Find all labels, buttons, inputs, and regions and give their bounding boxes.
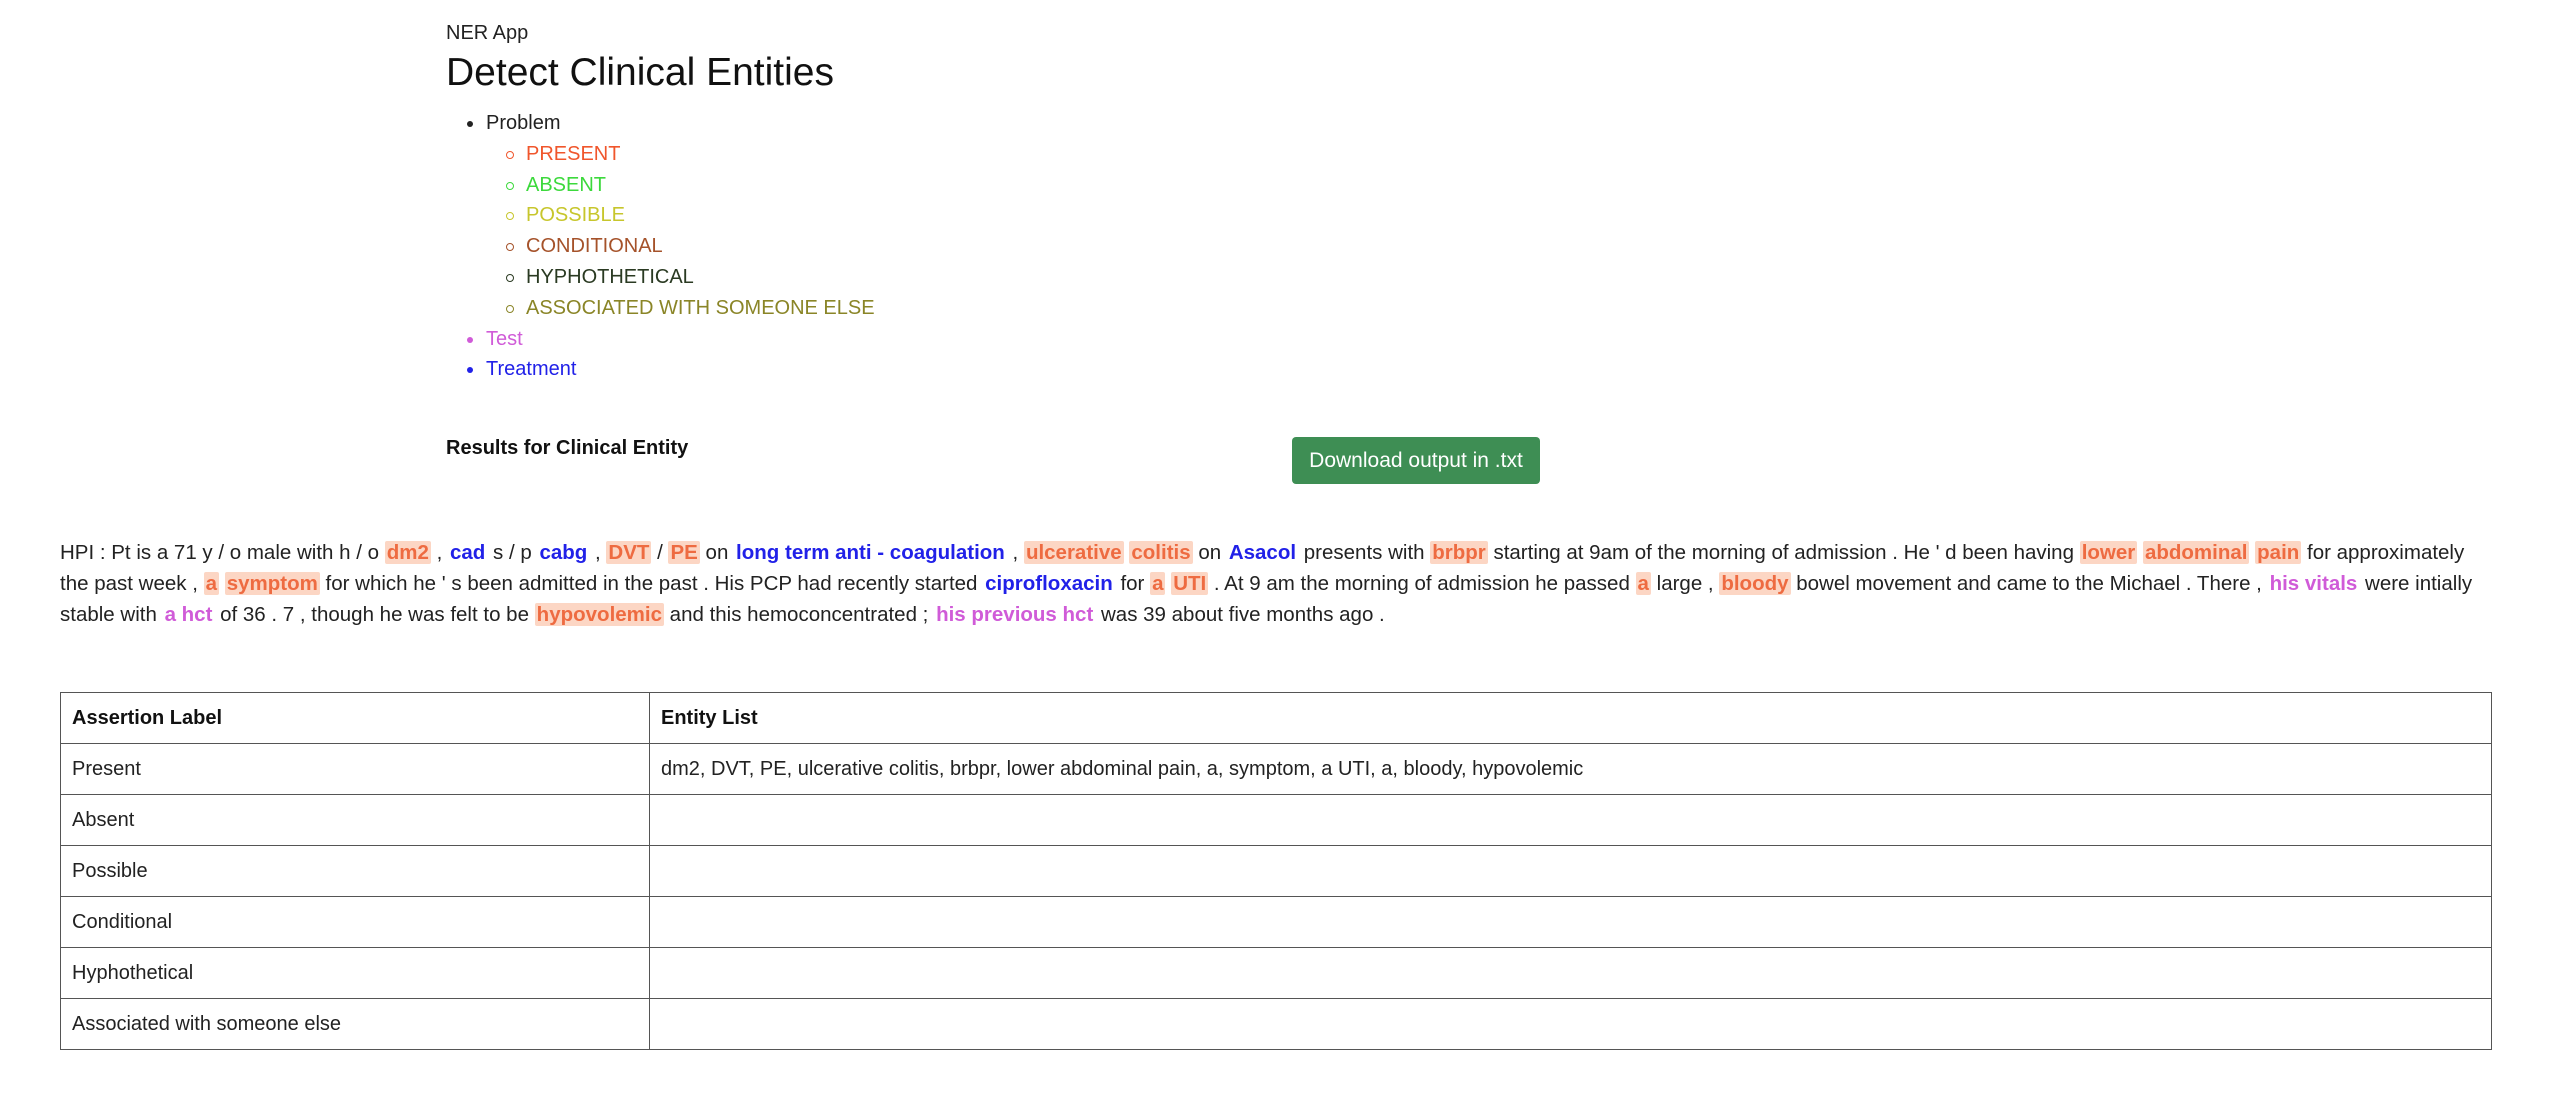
download-output-button[interactable]: Download output in .txt [1292,437,1540,484]
page-title: Detect Clinical Entities [446,51,834,94]
entity-list-cell [650,897,2492,948]
table-header-row [61,693,2492,744]
assertion-label-cell: Hyphothetical [61,948,650,999]
passage-text: , [1006,541,1024,564]
legend-label-absent: ABSENT [526,173,607,196]
entity-treatment: cabg [539,541,588,564]
entity-problem: UTI [1173,572,1207,595]
passage-text: large , [1650,572,1720,595]
legend-item-possible [446,200,875,231]
entity-problem: a [205,572,217,595]
legend-item-conditional [446,231,875,262]
entity-list-cell [650,795,2492,846]
entity-list-cell: dm2, DVT, PE, ulcerative colitis, brbpr, lower abdominal pain, a, symptom, a UTI, a, bloody, hypovolemic [650,744,2492,795]
legend-item-associated [446,293,875,324]
table-row [61,999,2492,1050]
passage-text: and this hemoconcentrated ; [663,603,935,626]
assertion-label-cell: Possible [61,846,650,897]
entity-test: his vitals [2269,572,2358,595]
table-row [61,846,2492,897]
entity-list-cell [650,999,2492,1050]
legend-item-treatment [446,354,875,385]
legend-label-problem: Problem [486,112,561,134]
entity-test: his previous hct [936,603,1094,626]
assertion-label-cell: Present [61,744,650,795]
entity-problem: brbpr [1432,541,1486,564]
legend-item-problem [446,108,875,324]
entity-problem: bloody [1721,572,1789,595]
entity-legend [446,108,875,385]
entity-treatment: cad [449,541,486,564]
entity-problem: PE [670,541,698,564]
passage-text: on [699,541,735,564]
entity-problem: a [1152,572,1164,595]
app-name: NER App [446,22,529,44]
legend-label-hypothetical: HYPHOTHETICAL [526,265,694,288]
legend-item-absent [446,170,875,201]
table-row [61,897,2492,948]
passage-text: presents with [1298,541,1431,564]
passage-text: , [430,541,448,564]
passage-text: of 36 . 7 , though he was felt to be [214,603,535,626]
legend-item-test [446,324,875,355]
table-row [61,744,2492,795]
passage-text: for approximately the past week , [60,541,2465,595]
entity-problem: hypovolemic [536,603,662,626]
column-header-assertion-label: Assertion Label [61,693,650,744]
passage-text: for [1114,572,1151,595]
annotated-passage [60,537,2490,630]
table-row [61,948,2492,999]
legend-label-present: PRESENT [526,142,621,165]
legend-item-present [446,139,875,170]
legend-label-conditional: CONDITIONAL [526,235,663,258]
legend-label-possible: POSSIBLE [526,204,625,227]
passage-text: were intially stable with [60,572,2473,626]
passage-text: on [1192,541,1227,564]
assertion-label-cell: Conditional [61,897,650,948]
passage-text: / [651,541,669,564]
entity-problem: abdominal [2144,541,2248,564]
passage-text: . At 9 am the morning of admission he passed [1208,572,1636,595]
passage-text: for which he ' s been admitted in the past . His PCP had recently started [319,572,984,595]
passage-text [219,572,225,595]
entity-list-cell [650,948,2492,999]
entity-problem: DVT [608,541,650,564]
passage-text: HPI : Pt is a 71 y / o male with h / o [60,541,385,564]
legend-item-hypothetical [446,262,875,293]
passage-text: , [589,541,607,564]
results-heading: Results for Clinical Entity [446,437,689,459]
entity-test: a hct [164,603,213,626]
legend-label-treatment: Treatment [486,358,577,381]
entity-problem: symptom [226,572,318,595]
assertion-label-cell: Associated with someone else [61,999,650,1050]
entity-problem: ulcerative [1025,541,1122,564]
entity-problem: dm2 [386,541,429,564]
legend-label-test: Test [486,327,523,350]
entity-problem: colitis [1131,541,1191,564]
assertion-table [60,692,2492,1050]
page-header [446,18,1546,96]
legend-label-associated: ASSOCIATED WITH SOMEONE ELSE [526,296,875,319]
entity-problem: a [1637,572,1649,595]
entity-problem: lower [2081,541,2136,564]
entity-treatment: Asacol [1228,541,1297,564]
passage-text: s / p [487,541,538,564]
table-row [61,795,2492,846]
entity-problem: pain [2257,541,2300,564]
passage-text: bowel movement and came to the Michael . There , [1790,572,2268,595]
column-header-entity-list: Entity List [650,693,2492,744]
assertion-label-cell: Absent [61,795,650,846]
entity-treatment: long term anti - coagulation [736,541,1005,564]
passage-text: was 39 about five months ago . [1095,603,1385,626]
entity-treatment: ciprofloxacin [985,572,1113,595]
legend-problem-sublist [486,139,875,324]
entity-list-cell [650,846,2492,897]
passage-text: starting at 9am of the morning of admission . He ' d been having [1487,541,2080,564]
